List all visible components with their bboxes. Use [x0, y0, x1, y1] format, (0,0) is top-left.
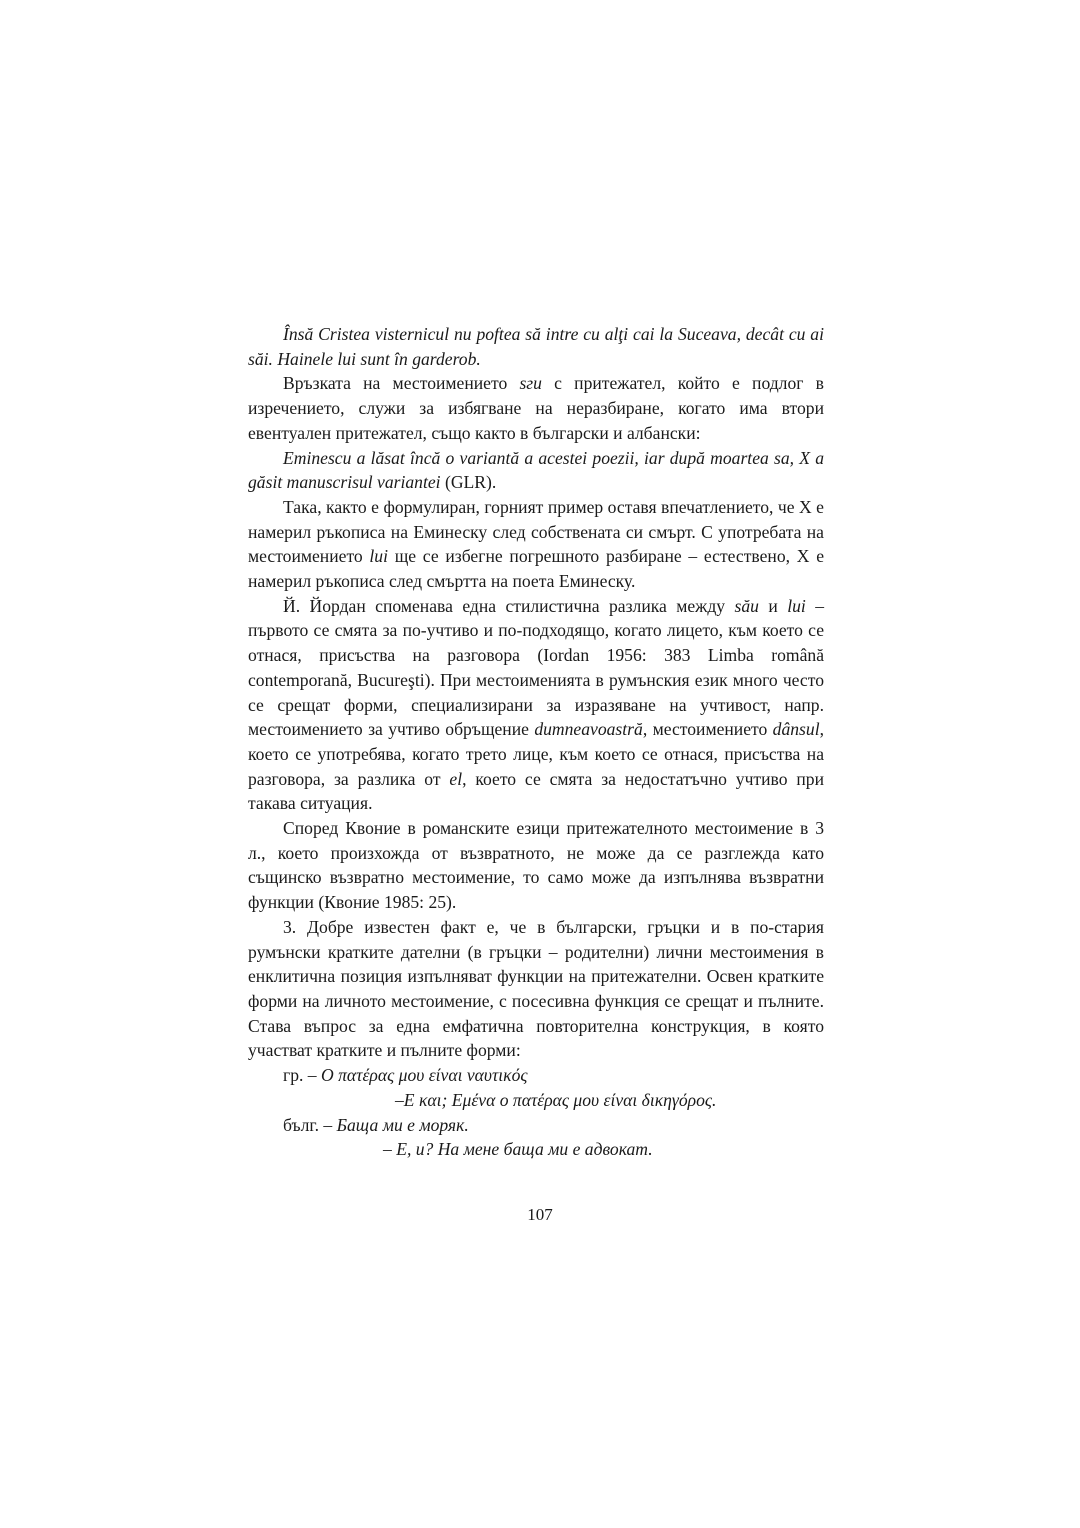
- text-run: Според Квоние в романските езици притежателното местоимение в 3 л., което произхожда от възвратното, не може да се разглежда като същинско възвратно местоимение, то само може да изпълнява възвратни функции (Квоние 1985: 25).: [248, 818, 824, 913]
- paragraph: [248, 816, 824, 915]
- text-run: (GLR).: [440, 472, 497, 493]
- example-greek-2: [248, 1088, 824, 1113]
- text-run: ще се избегне погрешното разбиране – естествено, X е намерил ръкописа след смъртта на поета Еминеску.: [248, 546, 824, 592]
- example-text: Ο πατέρας μου είναι ναυτικός: [321, 1065, 528, 1086]
- example-bulgarian-1: [248, 1113, 824, 1138]
- paragraph: [248, 322, 824, 371]
- text-run: Връзката на местоимението: [283, 373, 520, 394]
- italic-run: dânsul: [772, 719, 820, 740]
- example-bulgarian-2: [248, 1137, 824, 1162]
- example-text: – Е, и? На мене баща ми е адвокат.: [383, 1139, 653, 1160]
- paragraph: [248, 446, 824, 495]
- page-number: 107: [527, 1205, 553, 1224]
- paragraphs: [248, 322, 824, 1063]
- paragraph: [248, 371, 824, 445]
- italic-run: sги: [519, 373, 542, 394]
- text-run: , което се употребява, когато трето лице, към което се отнася, присъства на разговора, за разлика от: [248, 719, 824, 789]
- text-run: , местоимението: [642, 719, 773, 740]
- italic-run: dumneavoastră: [534, 719, 643, 740]
- paragraph: [248, 594, 824, 816]
- paragraph: [248, 495, 824, 594]
- example-text: Баща ми е моряк.: [336, 1114, 469, 1135]
- example-lang-label: гр. –: [283, 1065, 317, 1086]
- text-run: Така, както е формулиран, горният пример оставя впечатлението, че X е намерил ръкописа на Еминеску след собствената си смърт. С употребата на местоимението: [248, 496, 824, 567]
- text-run: – първото се смята за по-учтиво и по-подходящо, когато лицето, към което се отнася, присъства на разговора (Iordan 1956: 383 Limba română contemporană, Bucureşti). При местоименията в румънския език много често се срещат форми, специализирани за изразяване на учтивост, напр. местоимението за учтиво обръщение: [248, 595, 824, 740]
- paragraph: [248, 915, 824, 1063]
- italic-run: el: [449, 768, 463, 789]
- italic-run: Eminescu a lăsat încă o variantă a acestei poezii, iar după moartea sa, X a găsit manuscrisul variantei: [248, 447, 824, 493]
- text-run: Й. Йордан споменава една стилистична разлика между: [283, 595, 735, 616]
- text-run: и: [758, 595, 788, 616]
- text-run: , което се смята за недостатъчно учтиво при такава ситуация.: [248, 768, 824, 814]
- example-text: –Ε και; Εμένα ο πατέρας μου είναι δικηγόρος.: [395, 1089, 717, 1110]
- page-body: [248, 322, 824, 1162]
- italic-run: lui: [369, 546, 388, 567]
- italic-run: Însă Cristea visternicul nu poftea să intre cu alţi cai la Suceava, decât cu ai săi. Hainele lui sunt în garderob.: [248, 324, 824, 369]
- example-lang-label: бълг. –: [283, 1114, 333, 1135]
- text-run: 3. Добре известен факт е, че в български, гръцки и в по-стария румънски кратките дателни (в гръцки – родителни) лични местоимения в енклитична позиция изпълняват функции на притежателни. Освен кратките форми на личното местоимение, с посесивна функция се срещат и пълните. Става въпрос за една емфатична повторителна конструкция, в която участват кратките и пълните форми:: [248, 916, 824, 1061]
- italic-run: lui: [787, 595, 806, 616]
- example-greek-1: [248, 1063, 824, 1088]
- text-run: с притежател, който е подлог в изречението, служи за избягване на неразбиране, когато има втори евентуален притежател, също както в български и албански:: [248, 373, 824, 443]
- italic-run: său: [734, 595, 759, 616]
